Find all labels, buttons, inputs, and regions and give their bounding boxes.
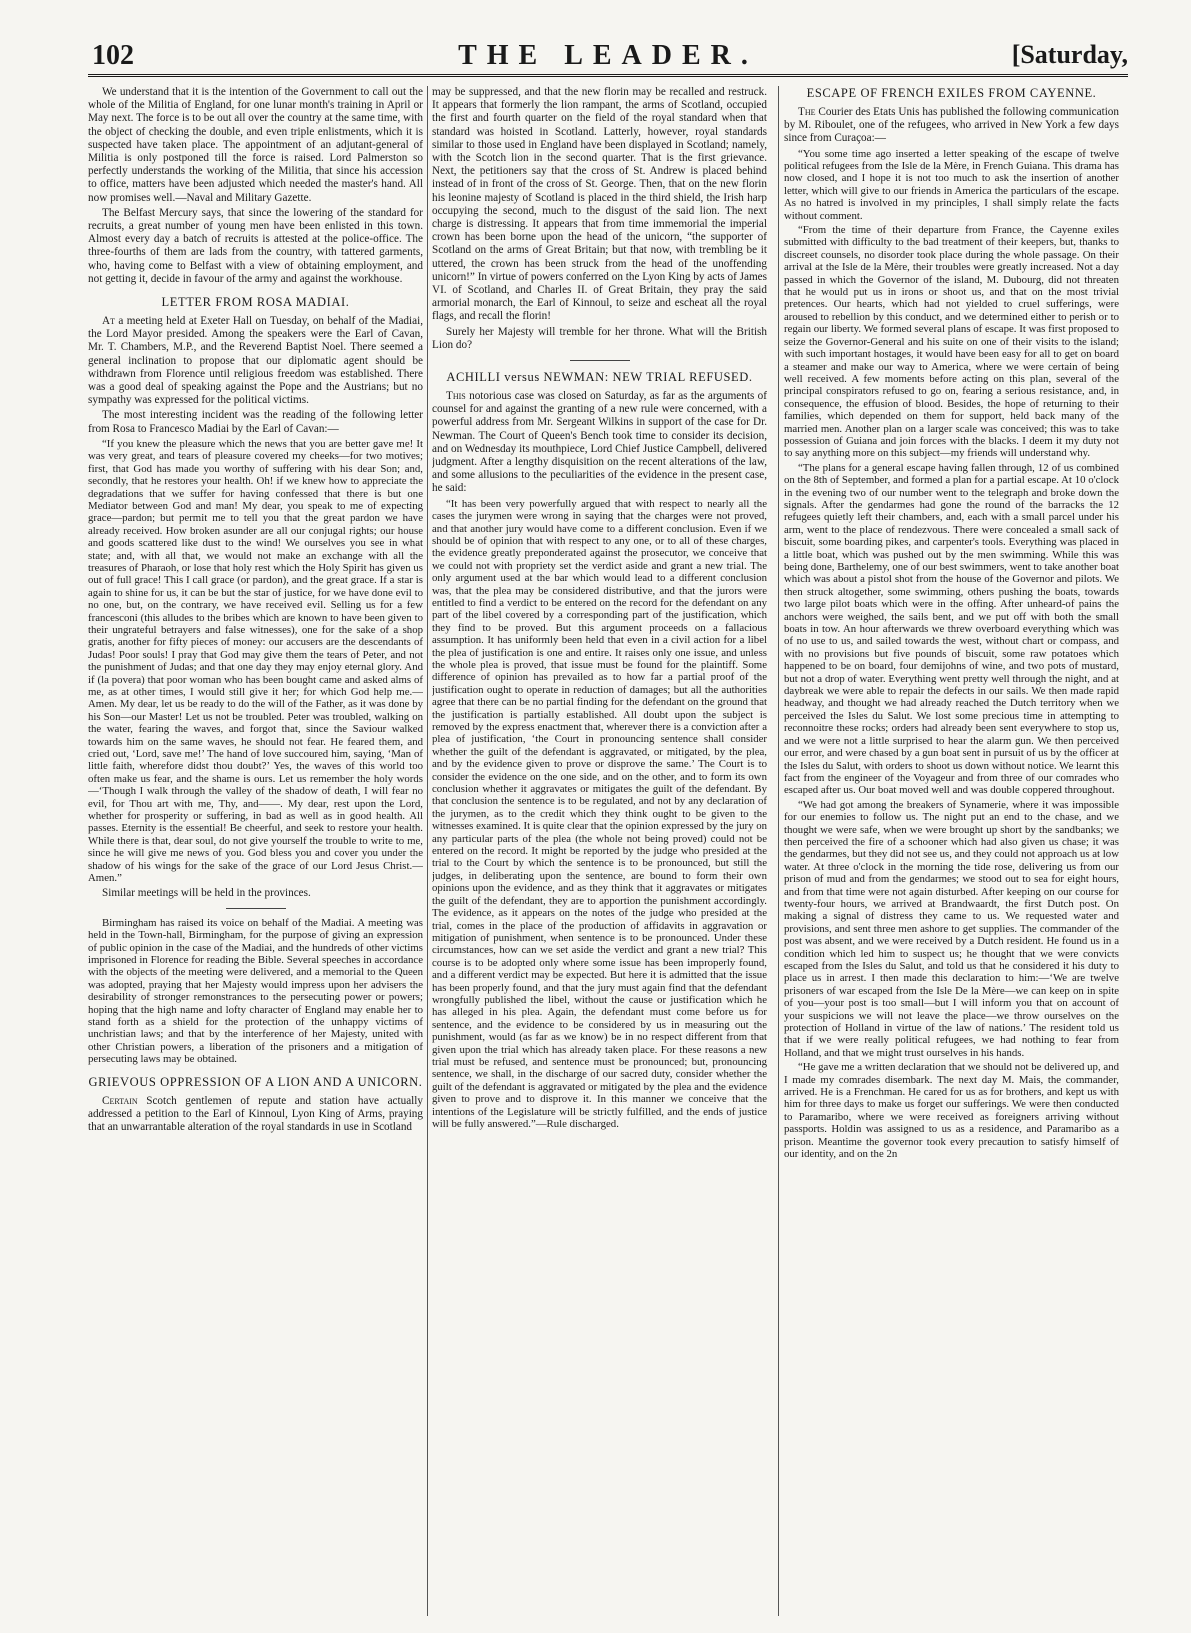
achilli-paragraph <box>432 390 767 496</box>
lion-closing: Surely her Majesty will tremble for her throne. What will the British Lion do? <box>432 325 767 351</box>
similar-meetings: Similar meetings will be held in the provinces. <box>102 886 311 899</box>
escape-paragraph: “He gave me a written declaration that we should not be delivered up, and I made my comrades disembark. The next day M. Mais, the commander, arrived. He is a Frenchman. He cared for us as for brothers, and kept us with him for three days to make us forget our sufferings. We were then conducted to Paramaribo, where we were received as foreigners arriving without passports. Holdin was assigned to us as a residence, and Paramaribo as a prison. Meantime the governor took every precaution to satisfy himself of our identity, and on the 2n <box>784 1061 1119 1161</box>
madiai-intro: The most interesting incident was the reading of the following letter from Rosa to Francesco Madiai by the Earl of Cavan:— <box>88 409 423 435</box>
lion-paragraph <box>88 1095 423 1135</box>
column-2 <box>432 86 767 1616</box>
escape-intro <box>784 106 1119 146</box>
column-rule <box>778 86 779 1616</box>
lead-word: At <box>102 315 115 328</box>
masthead <box>88 38 1128 77</box>
lion-continued: may be suppressed, and that the new florin may be recalled and restruck. It appears that formerly the lion rampant, the arms of Scotland, occupied the first and fourth quarter on the field of the royal standard when that standard was hoisted in Scotland. Latterly, however, royal standards similar to those used in England have been displayed in Scotland; namely, with the Scotch lion in the second quarter. That is the first grievance. Next, the petitioners say that the cross of St. Andrew is placed behind instead of in front of the cross of St. George. Then, that on the new florin his leonine majesty of Scotland is placed in the third shield, the Irish harp occupying the second, much to the disgust of the said lion. The next charge is distressing. It appears that from time immemorial the imperial crown has been borne upon the head of the unicorn, “the supporter of Scotland on the arms of Great Britain; but that now, with trembling be it uttered, the crown has been struck from the head of the unoffending unicorn!” In virtue of powers conferred on the Lyon King by acts of James VI. of Scotland, and Charles II. of Great Britain, they pray the said armorial monarch, the Earl of Kinnoul, to seize and escheat all the royal flags, and recall the florin! <box>432 86 767 323</box>
lead-word: This <box>446 390 466 403</box>
lead-word: The <box>798 106 816 118</box>
escape-paragraph: “You some time ago inserted a letter speaking of the escape of twelve political refugees from the Isle de la Mère, in French Guiana. This drama has now closed, and I hope it is not too much to ask the insertion of another letter, which will give to our friends in America the particulars of the escape. As no hatred is involved in my principles, I shall simply relate the facts without comment. <box>784 147 1119 222</box>
judgment-quote: “It has been very powerfully argued that with respect to nearly all the cases the jurymen were wrong in saying that the charges were not proved, and that another jury would have come to a different conclusion. Even if we should be of opinion that with respect to any one, or to all of these charges, the evidence greatly preponderated against the prosecutor, we conceive that we could not with propriety set the verdict aside and grant a new trial. The only argument used at the bar which would lead to a different conclusion was, that the plea may be considered distributive, and that the jurors were entitled to find a verdict to be entered on the record for the defendant on any part of the libel covered by a corresponding part of the justification, which they find to be proved. But this argument proceeds on a fallacious assumption. It has uniformly been held that even in a civil action for a libel the plea of justification is one and entire. It raises only one issue, and unless the whole plea is proved, that issue must be found for the plaintiff. Some difference of opinion has prevailed as to how far a partial proof of the justification ought to operate in reduction of damages; but all the authorities agree that there can be no partial finding for the defendant on the ground that the justification is partially established. All doubt upon the subject is removed by the express enactment that, wherever there is a conviction after a plea of justification, ‘the Court in pronouncing sentence shall consider whether the guilt of the defendant is aggravated, or mitigated, by the plea, and by the evidence given to prove or disprove the same.’ The Court is to consider the evidence on the one side, and on the other, and to form its own conclusion whether it aggravates or mitigates the guilt of the defendant. By that conclusion the sentence is to be regulated, and not by any declaration of the jurymen, as to the credit which they think ought to be given to the witnesses examined. It is quite clear that the opinion expressed by the jury on any particular parts of the plea (the whole not being proved) could not be entered on the record. It might be reported by the judge who presided at the trial to the Court by which the sentence is to be pronounced, but still the judges, in deliberating upon the sentence, are bound to form their own opinions upon the evidence, and as they think that it aggravates or mitigates the guilt of the defendant, they are to apportion the punishment accordingly. The evidence, as it appears on the notes of the judge who presided at the trial, comes in the place of the production of affidavits in aggravation or mitigation of punishment, when sentence is to be pronounced. Under these circumstances, how can we set aside the verdict and grant a new trial? This course is to be adopted only where some issue has been improperly found, and a different verdict may be expected. But here it is admitted that the issue has been properly found, and that the jury must again find that the defendant wrongfully published the libel, without the cause or justification which he has alleged in his plea. Again, the defendant must come before us for sentence, and the evidence to be considered by us in measuring out the punishment, would (as far as we know) be in no respect different from that given upon the trial which has already taken place. For these reasons a new trial must be refused, and sentence must be pronounced; but, pronouncing sentence, we shall, in the discharge of our sacred duty, consider whether the guilt of the defendant is aggravated or mitigated by the plea and the evidence given to prove and to disprove it. In this manner we conceive that the intentions of the Legislature will be strictly fulfilled, and the ends of justice will be fully answered.”—Rule discharged. <box>432 497 767 1130</box>
issue-date: [Saturday, <box>1011 40 1128 69</box>
page-number: 102 <box>92 40 134 71</box>
lion-heading: GRIEVOUS OPPRESSION OF A LION AND A UNICORN. <box>88 1074 423 1089</box>
madiai-heading: LETTER FROM ROSA MADIAI. <box>161 295 350 310</box>
militia-paragraph: We understand that it is the intention of the Government to call out the whole of the Militia of England, for one lunar month's training in April or May next. The force is to be out all over the country at the same time, with the object of checking the double, and even triple enlistments, which it is suspected have taken place. The appointment of an adjutant-general of Militia is only postponed till the force is raised. Lord Palmerston so perfectly understands the working of the Militia, that since his accession to office, matters have been adjusted which needed the master's hand. All now promises well.—Naval and Military Gazette. <box>88 86 423 204</box>
separator <box>570 360 630 361</box>
achilli-body: notorious case was closed on Saturday, as far as the arguments of counsel for and against the granting of a new rule were concerned, with a powerful address from Mr. Sergeant Wilkins in support of the case for Dr. Newman. The Court of Queen's Bench took time to consider its decision, and on Wednesday its mouthpiece, Lord Chief Justice Campbell, delivered judgment. After a lengthy disquisition on the recent alterations of the law, and some allusions to the peculiarities of the evidence in the present case, he said: <box>432 390 767 495</box>
escape-heading: ESCAPE OF FRENCH EXILES FROM CAYENNE. <box>806 86 1097 100</box>
escape-paragraph: “We had got among the breakers of Synamerie, where it was impossible for our enemies to follow us. The night put an end to the chase, and we thought we were safe, when we were brought up short by the sandbanks; we then perceived the fire of a schooner which had also given us chase; it was the gendarmes, but they did not see us, and they could not approach us at low water. At three o'clock in the morning the tide rose, delivering us from our prison of mud and from the gendarmes; we stood out to sea for eight hours, and from that time were not again disturbed. After keeping on our course for twenty-four hours, we arrived at Brandwaardt, the first Dutch post. On making a signal of distress they came to us. We requested water and provisions, and sent three men ashore to get supplies. The commander of the post was absent, and we were received by a Dutch resident. He found us in a condition which led him to suspect us; he thought that we were convicts escaped from the Isles du Salut, and told us that he considered it his duty to place us in arrest. I then made this declaration to him:—‘We are twelve prisoners of war escaped from the Isle De la Mère—we can keep on in spite of you—your post is too small—but I will inform you that on account of your suspicions we will not leave the place—we throw ourselves on the protection of Holland in virtue of the law of nations.’ The resident told us that if we were really political refugees, we had nothing to fear from Holland, and that we might trust ourselves in his hands. <box>784 798 1119 1059</box>
lion-body: Scotch gentlemen of repute and station have actually addressed a petition to the Earl of Kinnoul, Lyon King of Arms, praying that an unwarrantable alteration of the royal standards in use in Scotland <box>88 1094 423 1133</box>
newspaper-title: THE LEADER. <box>458 40 758 71</box>
madiai-body: a meeting held at Exeter Hall on Tuesday, on behalf of the Madiai, the Lord Mayor presided. Among the speakers were the Earl of Cavan, Mr. T. Chambers, M.P., and the Reverend Baptist Noel. There seemed a general inclination to propose that our diplomatic agent should be withdrawn from Florence until religious freedom was established. There was a good deal of speaking against the Pope and the Austrians; but no sympathy was expressed for the political victims. <box>88 315 423 407</box>
escape-intro-body: Courier des Etats Unis has published the following communication by M. Riboulet, one of the refugees, who arrived in New York a few days since from Curaçoa:— <box>784 106 1119 145</box>
birmingham-paragraph: Birmingham has raised its voice on behalf of the Madiai. A meeting was held in the Town-hall, Birmingham, for the purpose of giving an expression of public opinion in the case of the Madiai, and the hundreds of other victims imprisoned in Florence for reading the Bible. Several speeches in accordance with the objects of the meeting were delivered, and a memorial to the Queen was adopted, praying that her Majesty would impress upon her advisers the desirability of stronger remonstrances to the persecuting power or powers; hoping that the high name and lofty character of England may enable her to stand forth as a shield for the protection of the unhappy victims of unchristian laws; and that by the interference of her Majesty, united with other Christian powers, a liberation of the prisoners and a mitigation of persecuting laws may be obtained. <box>88 916 423 1066</box>
escape-paragraph: “The plans for a general escape having fallen through, 12 of us combined on the 8th of September, and formed a plan for a partial escape. At 10 o'clock in the evening two of our number went to the telegraph and broke down the signals. After the gendarmes had gone the round of the barracks the 12 refugees quietly left their chambers, and, each with a small parcel under his arm, went to the place of rendezvous. There were concealed a small sack of biscuit, some boarding pikes, and carpenter's tools. Everything was placed in a little boat, which was pushed out by the men swimming. While this was being done, Barthelemy, one of our best swimmers, went to take another boat which was about a pistol shot from the house of the Governor and pilots. We then struck altogether, some swimming, others pushing the boats, towards two large pilot boats which were in the offing. After unheard-of pains the anchors were weighed, the sails bent, and we put off with both the small boats in tow. An hour afterwards we threw overboard everything which was of no use to us, and sailed towards the west, without chart or compass, and with no provisions but five pounds of biscuit, some raw potatoes which happened to be on board, four demijohns of wine, and two pots of mustard, but not a drop of water. Everything went pretty well through the night, and at daybreak we were able to repair the defects in our sails. We then made rapid headway, and thought we had already reached the Dutch territory when we perceived the Isles du Salut. We lost some precious time in attempting to reconnoitre these rocks; orders had already been sent everywhere to stop us, and we were not a little surprised to hear the alarm gun. We then perceived our error, and were chased by a gun boat sent in pursuit of us by the officer at the Isles du Salut, with orders to shoot us down without notice. We learnt this fact from the engineer of the Voyageur and from three of our comrades who escaped after us. Our boat moved well and was double coppered throughout. <box>784 461 1119 797</box>
rosa-letter: “If you knew the pleasure which the news that you are better gave me! It was very great, and tears of pleasure covered my cheeks—for two motives; first, that God has made you worthy of suffering with his dear Son; and, secondly, that he restores your health. Oh! if we knew how to appreciate the degradations that we suffer for having confessed that there is but one Mediator between God and man! My dear, you speak to me of expecting grace—pardon; but permit me to tell you that the great pardon we have already received. How broken asunder are all our conjugal rights; our house and goods scattered like dust to the wind! We ourselves you see in what state; and, with all that, we would not make an exchange with all the treasures of Pharaoh, or lose that holy rest which the Holy Spirit has given us out of full grace! This I call grace (or pardon), and the great grace. If a star is again to shine for us, it can be but the star of justice, for we have done evil to no one, but, on the contrary, we have received evil. Selling us for a few francesconi (this alludes to the bribes which are known to have been given to their ungrateful betrayers and false witnesses), one for the sake of a shop gratis, another for fifty pieces of money: our accusers are the descendants of Judas! Poor souls! I pray that God may give them the tears of Peter, and not the punishment of Judas; and that one day they may enjoy eternal glory. And if (la povera) that poor woman who has been bought came and asked alms of me, as at other times, I would still give it her; for which God help me.—Amen. My dear, let us be ready to do the will of the Father, as it was done by his Son—our Master! Let us not be troubled. Peter was troubled, walking on the water, fearing the waves, and forgot that, since the Saviour walked towards him on the same waves, he should not fear. He feared them, and cried out, ‘Lord, save me!’ The hand of love succoured him, saying, ‘Man of little faith, wherefore didst thou doubt?’ Yes, the waves of this world too often make us fear, and the shame is ours. Let us remember the holy words—‘Though I walk through the valley of the shadow of death, I will fear no evil, for Thou art with me, Thy, and——. My dear, rest upon the Lord, whether for prosperity or suffering, in bad as well as in good health. All passes. Eternity is the essential! Be cheerful, and seek to restore your health. While there is that, dear soul, do not give yourself the trouble to write to me, since he will give me news of you. God bless you and cover you under the shadow of his wings for the sake of the grace of our Lord Jesus Christ.—Amen.” <box>88 437 423 885</box>
madiai-paragraph <box>88 315 423 407</box>
belfast-paragraph: The Belfast Mercury says, that since the lowering of the standard for recruits, a great number of young men have been enlisted in this town. Almost every day a batch of recruits is attested at the police-office. The three-fourths of them are lads from the country, with tattered garments, who, having come to Belfast with a view of obtaining employment, and not getting it, decide in favour of the army and against the workhouse. <box>88 206 423 285</box>
column-1 <box>88 86 423 1616</box>
separator <box>226 908 286 909</box>
column-rule <box>427 86 428 1616</box>
achilli-heading: ACHILLI versus NEWMAN: NEW TRIAL REFUSED. <box>446 370 753 385</box>
lead-word: Certain <box>102 1094 138 1107</box>
escape-paragraph: “From the time of their departure from France, the Cayenne exiles submitted with difficulty to the bad treatment of their keepers, but, thanks to discreet counsels, no disorder took place during the whole passage. On their arrival at the Isle de la Mère, their troubles were greatly increased. Not a day passed in which the Governor of the island, M. Dubourg, did not threaten that he would put us in irons or shoot us, and that on the most trivial pretences. Our hearts, which had not yielded to cruel sufferings, were aroused to rebellion by this conduct, and we determined either to perish or to regain our liberty. We formed several plans of escape. It was first proposed to seize the Governor-General and his suite on one of their visits to the island; with such important hostages, it would have been easy for all to get on board a steamer and make our way to America, where we were certain of being well received. A few moments before acting on this plan, several of the principal conspirators refused to go on, fearing a serious resistance, and, in consequence, the effusion of blood. Besides, the hope of returning to their families, which depended on them for support, held back many of the married men. Another plan on a larger scale was conceived; this was to take possession of Guiana and join forces with the blacks. I deem it my duty not to say anything more on this subject—my friends will understand why. <box>784 224 1119 460</box>
column-3 <box>784 86 1119 1616</box>
